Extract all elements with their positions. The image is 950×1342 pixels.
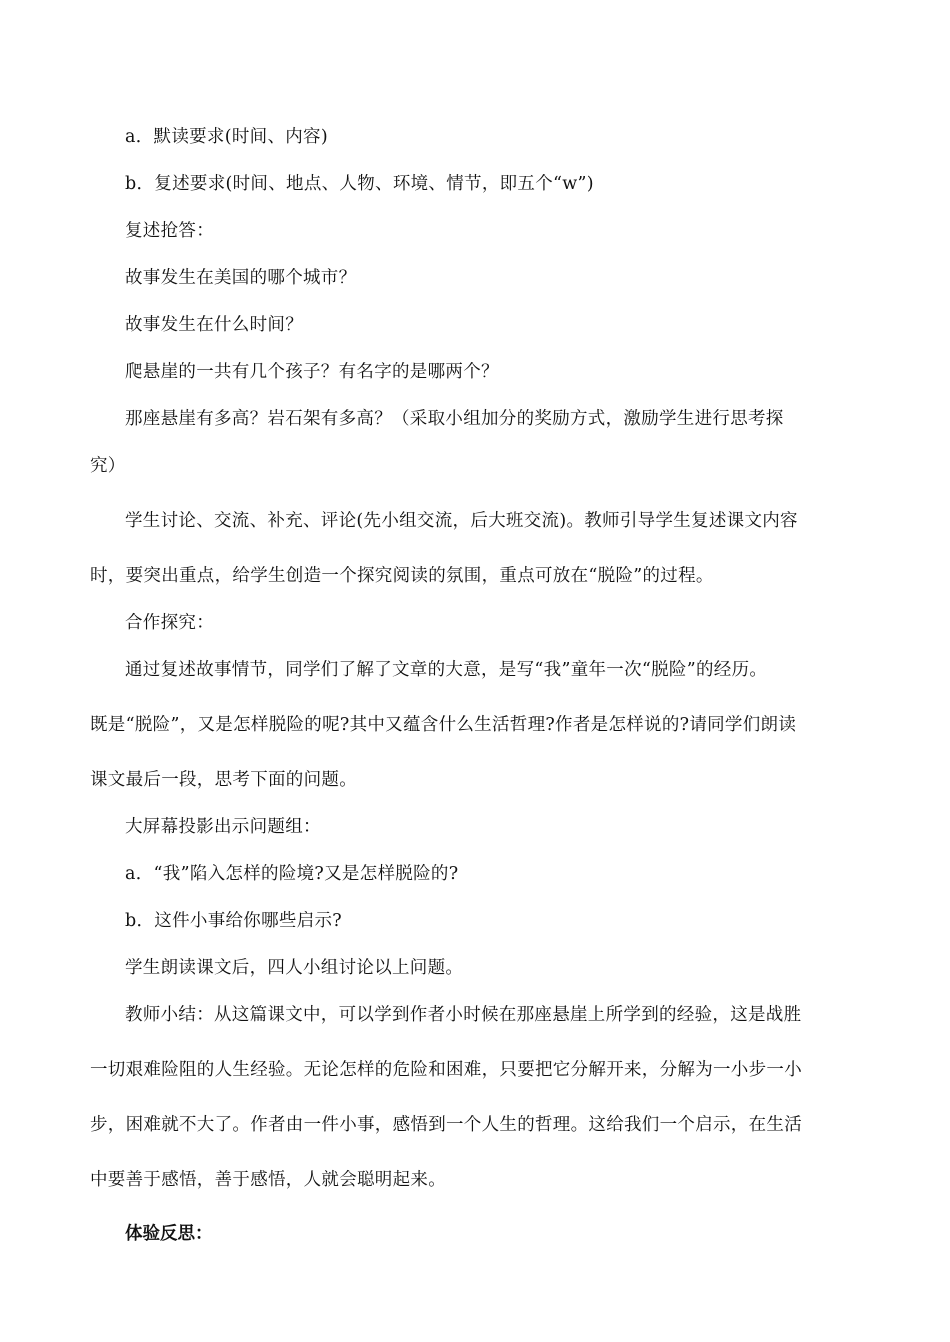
text-line: 复述抢答： xyxy=(125,221,214,241)
paragraph xyxy=(90,502,862,595)
section-heading: 体验反思： xyxy=(125,1224,213,1244)
text-line: b．复述要求(时间、地点、人物、环境、情节，即五个“w”) xyxy=(125,174,594,194)
text-line: 既是“脱险”，又是怎样脱险的呢?其中又蕴含什么生活哲理?作者是怎样说的?请同学们朗读 xyxy=(90,715,797,735)
text-line: 合作探究： xyxy=(125,613,214,633)
text-line: 爬悬崖的一共有几个孩子？有名字的是哪两个？ xyxy=(125,362,499,382)
text-line: 通过复述故事情节，同学们了解了文章的大意，是写“我”童年一次“脱险”的经历。 xyxy=(125,660,768,680)
text-line: b．这件小事给你哪些启示? xyxy=(125,911,342,931)
paragraph xyxy=(90,651,862,799)
document-body xyxy=(90,118,862,1253)
paragraph xyxy=(90,400,862,485)
text-line: a．默读要求(时间、内容) xyxy=(125,127,328,147)
paragraph xyxy=(90,996,862,1199)
text-line: 一切艰难险阻的人生经验。无论怎样的危险和困难，只要把它分解开来，分解为一小步一小 xyxy=(90,1060,802,1080)
text-line: 教师小结：从这篇课文中，可以学到作者小时候在那座悬崖上所学到的经验，这是战胜 xyxy=(125,1005,802,1025)
text-line: 课文最后一段，思考下面的问题。 xyxy=(90,770,357,790)
text-line: 那座悬崖有多高？岩石架有多高？（采取小组加分的奖励方式，激励学生进行思考探 xyxy=(125,409,784,429)
text-line: 学生朗读课文后，四人小组讨论以上问题。 xyxy=(125,958,464,978)
text-line: 步，困难就不大了。作者由一件小事，感悟到一个人生的哲理。这给我们一个启示，在生活 xyxy=(90,1115,802,1135)
text-line: a．“我”陷入怎样的险境?又是怎样脱险的? xyxy=(125,864,459,884)
text-line: 大屏幕投影出示问题组： xyxy=(125,817,321,837)
text-line: 中要善于感悟，善于感悟，人就会聪明起来。 xyxy=(90,1170,446,1190)
text-line: 学生讨论、交流、补充、评论(先小组交流，后大班交流)。教师引导学生复述课文内容 xyxy=(125,511,798,531)
text-line: 时，要突出重点，给学生创造一个探究阅读的氛围，重点可放在“脱险”的过程。 xyxy=(90,566,714,586)
text-line: 故事发生在美国的哪个城市？ xyxy=(125,268,357,288)
text-line: 究） xyxy=(90,456,126,476)
text-line: 故事发生在什么时间？ xyxy=(125,315,303,335)
